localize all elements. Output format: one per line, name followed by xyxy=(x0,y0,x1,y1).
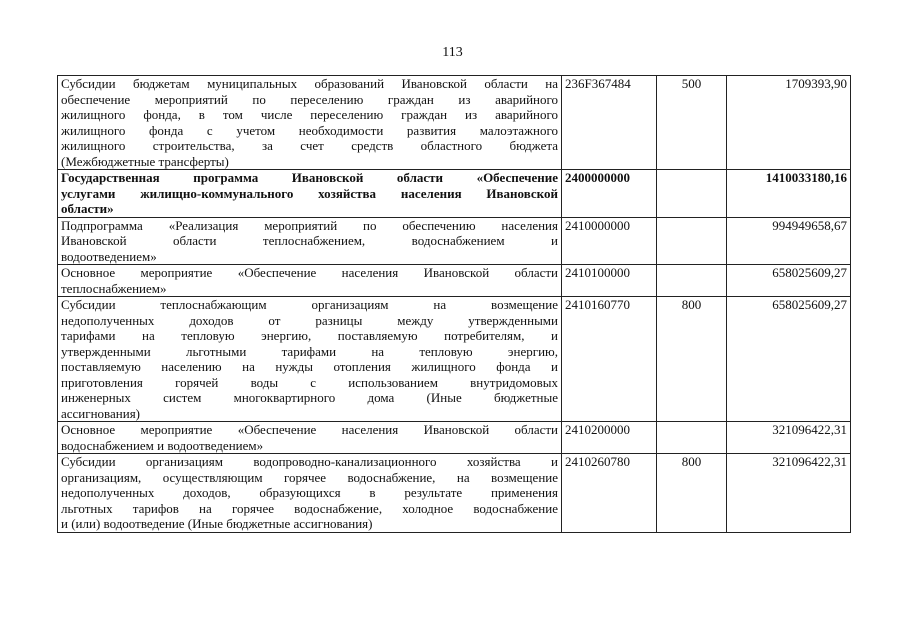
table-row xyxy=(58,265,851,297)
row-type-cell xyxy=(657,217,727,265)
page-number: 113 xyxy=(442,45,463,60)
row-name-line: утвержденными льготными тарифами на тепловую энергию, xyxy=(61,343,558,359)
row-name-line: жилищного фонда с учетом необходимости развития малоэтажного xyxy=(61,122,558,138)
row-name-line: жилищного строительства, за счет средств областного бюджета xyxy=(61,138,558,153)
budget-table-body xyxy=(58,76,851,533)
row-type-cell xyxy=(657,422,727,454)
row-name-line: водоснабжением и водоотведением» xyxy=(61,437,264,453)
row-name-line: обеспечение мероприятий по переселению граждан из аварийного xyxy=(61,91,558,107)
row-type-cell xyxy=(657,265,727,297)
row-name-line: недополученных доходов от разницы между утвержденными xyxy=(61,312,558,328)
row-name-cell xyxy=(58,217,562,265)
row-name-line: теплоснабжением» xyxy=(61,280,167,296)
row-name-line: жилищного фонда, в том числе переселению граждан из аварийного xyxy=(61,107,558,122)
row-name-line: (Межбюджетные трансферты) xyxy=(61,153,229,169)
row-name-line: и (или) водоотведение (Иные бюджетные ассигнования) xyxy=(61,516,373,531)
table-row xyxy=(58,76,851,170)
row-name-line: области» xyxy=(61,201,114,216)
row-type-cell: 500 xyxy=(657,76,727,170)
row-amount-cell: 321096422,31 xyxy=(727,422,851,454)
budget-table xyxy=(57,75,851,533)
row-amount-cell: 658025609,27 xyxy=(727,265,851,297)
row-type-cell: 800 xyxy=(657,297,727,422)
row-name-line: Подпрограмма «Реализация мероприятий по обеспечению населения xyxy=(61,217,558,233)
row-name-line: недополученных доходов, образующихся в результате применения xyxy=(61,485,558,500)
row-name-cell xyxy=(58,422,562,454)
row-name-cell xyxy=(58,170,562,218)
row-name-line: приготовления горячей воды с использованием внутридомовых xyxy=(61,374,558,390)
row-name-line: Ивановской области теплоснабжением, водоснабжением и xyxy=(61,233,558,248)
row-code-cell: 2410100000 xyxy=(562,265,657,297)
row-name-line: Субсидии бюджетам муниципальных образований Ивановской области на xyxy=(61,76,558,91)
row-amount-cell: 994949658,67 xyxy=(727,217,851,265)
row-amount-cell: 321096422,31 xyxy=(727,454,851,533)
table-row xyxy=(58,454,851,533)
row-name-line: Основное мероприятие «Обеспечение населения Ивановской области xyxy=(61,265,558,280)
row-name-cell xyxy=(58,297,562,422)
row-code-cell: 2410160770 xyxy=(562,297,657,422)
row-name-line: тарифами на тепловую энергию, поставляемую потребителям, и xyxy=(61,328,558,343)
row-name-line: льготных тарифов на горячее водоснабжение, холодное водоснабжение xyxy=(61,500,558,516)
row-type-cell: 800 xyxy=(657,454,727,533)
row-name-cell xyxy=(58,454,562,533)
row-name-line: Государственная программа Ивановской области «Обеспечение xyxy=(61,170,558,185)
row-code-cell: 2410200000 xyxy=(562,422,657,454)
row-amount-cell: 1709393,90 xyxy=(727,76,851,170)
row-code-cell: 2410000000 xyxy=(562,217,657,265)
row-type-cell xyxy=(657,170,727,218)
row-name-line: Субсидии организациям водопроводно-канализационного хозяйства и xyxy=(61,454,558,469)
row-name-line: поставляемую населению на нужды отопления жилищного фонда и xyxy=(61,359,558,374)
table-row xyxy=(58,217,851,265)
row-code-cell: 2400000000 xyxy=(562,170,657,218)
row-code-cell: 2410260780 xyxy=(562,454,657,533)
row-name-line: ассигнования) xyxy=(61,405,141,421)
row-amount-cell: 1410033180,16 xyxy=(727,170,851,218)
row-name-cell xyxy=(58,76,562,170)
row-code-cell: 236F367484 xyxy=(562,76,657,170)
row-name-cell xyxy=(58,265,562,297)
row-name-line: организациям, осуществляющим горячее водоснабжение, на возмещение xyxy=(61,469,558,485)
row-name-line: услугами жилищно-коммунального хозяйства населения Ивановской xyxy=(61,185,558,201)
table-row xyxy=(58,170,851,218)
row-name-line: Основное мероприятие «Обеспечение населения Ивановской области xyxy=(61,422,558,437)
row-name-line: инженерных систем многоквартирного дома (Иные бюджетные xyxy=(61,390,558,405)
row-name-line: Субсидии теплоснабжающим организациям на возмещение xyxy=(61,297,558,312)
row-amount-cell: 658025609,27 xyxy=(727,297,851,422)
table-row xyxy=(58,422,851,454)
row-name-line: водоотведением» xyxy=(61,248,157,264)
table-row xyxy=(58,297,851,422)
